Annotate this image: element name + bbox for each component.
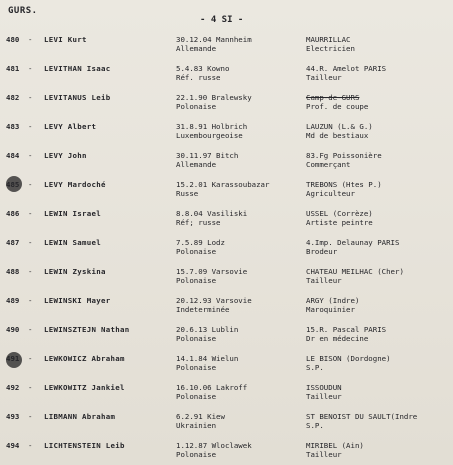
entry-number: 480 <box>6 35 20 44</box>
entry-birth: 7.5.89 Lodz <box>176 238 225 247</box>
page-number: - 4 SI - <box>200 15 244 25</box>
entry-address: MAURRILLAC <box>306 35 351 44</box>
entry-nationality: Polonaise <box>176 247 217 256</box>
entry-profession: Md de bestiaux <box>306 131 369 140</box>
entry-nationality: Polonaise <box>176 363 217 372</box>
entry-nationality: Ukrainien <box>176 421 217 430</box>
entry-nationality: Luxembourgeoise <box>176 131 243 140</box>
entry-address: ARGY (Indre) <box>306 296 360 305</box>
entry-number: 491 <box>6 354 20 363</box>
entry-birth: 30.11.97 Bitch <box>176 151 239 160</box>
entry-number: 489 <box>6 296 20 305</box>
entry-profession: Tailleur <box>306 450 342 459</box>
entry-birth: 15.7.09 Varsovie <box>176 267 248 276</box>
entry-nationality: Indeterminée <box>176 305 230 314</box>
entry-dash: - <box>28 238 33 247</box>
entry-address: CHATEAU MEILHAC (Cher) <box>306 267 404 276</box>
entry-name: LIBMANN Abraham <box>44 412 116 421</box>
entry-profession: Tailleur <box>306 392 342 401</box>
entry-address: LAUZUN (L.& G.) <box>306 122 373 131</box>
entry-nationality: Réf; russe <box>176 218 221 227</box>
entry-dash: - <box>28 64 33 73</box>
entry-nationality: Polonaise <box>176 392 217 401</box>
entry-dash: - <box>28 209 33 218</box>
entry-nationality: Allemande <box>176 160 217 169</box>
entry-number: 492 <box>6 383 20 392</box>
entry-name: LEVY John <box>44 151 87 160</box>
entry-dash: - <box>28 93 33 102</box>
entry-address: 4.Imp. Delaunay PARIS <box>306 238 400 247</box>
entry-name: LEVY Mardoché <box>44 180 106 189</box>
entry-address: 44.R. Amelot PARIS <box>306 64 387 73</box>
entry-dash: - <box>28 296 33 305</box>
entry-address: TREBONS (Htes P.) <box>306 180 382 189</box>
entry-dash: - <box>28 151 33 160</box>
entry-profession: Tailleur <box>306 73 342 82</box>
entry-dash: - <box>28 267 33 276</box>
entry-dash: - <box>28 441 33 450</box>
entry-dash: - <box>28 412 33 421</box>
entry-name: LEWINSKI Mayer <box>44 296 111 305</box>
entry-profession: S.P. <box>306 421 324 430</box>
entry-birth: 31.8.91 Holbrich <box>176 122 248 131</box>
entry-name: LEWINSZTEJN Nathan <box>44 325 130 334</box>
entry-number: 484 <box>6 151 20 160</box>
entry-address: 15.R. Pascal PARIS <box>306 325 387 334</box>
entry-name: LEVITANUS Leib <box>44 93 111 102</box>
entry-name: LEVITHAN Isaac <box>44 64 111 73</box>
entry-birth: 20.12.93 Varsovie <box>176 296 252 305</box>
entry-number: 481 <box>6 64 20 73</box>
entry-name: LEVY Albert <box>44 122 97 131</box>
entry-dash: - <box>28 180 33 189</box>
entry-address: ST BENOIST DU SAULT(Indre <box>306 412 418 421</box>
entry-nationality: Polonaise <box>176 334 217 343</box>
entry-birth: 5.4.83 Kowno <box>176 64 230 73</box>
entry-address: Camp-de-GURS <box>306 93 360 102</box>
entry-profession: Artiste peintre <box>306 218 373 227</box>
entry-number: 486 <box>6 209 20 218</box>
entry-number: 494 <box>6 441 20 450</box>
entry-address: MIRIBEL (Ain) <box>306 441 364 450</box>
entry-nationality: Polonaise <box>176 102 217 111</box>
entry-nationality: Allemande <box>176 44 217 53</box>
entry-birth: 20.6.13 Lublin <box>176 325 239 334</box>
entry-profession: Prof. de coupe <box>306 102 369 111</box>
entry-dash: - <box>28 35 33 44</box>
entry-address: USSEL (Corrèze) <box>306 209 373 218</box>
entry-birth: 8.8.04 Vasiliski <box>176 209 248 218</box>
entry-profession: Maroquinier <box>306 305 355 314</box>
entry-birth: 22.1.90 Bralewsky <box>176 93 252 102</box>
entry-profession: Agriculteur <box>306 189 355 198</box>
entry-nationality: Russe <box>176 189 199 198</box>
entry-profession: Dr en médecine <box>306 334 369 343</box>
entry-number: 482 <box>6 93 20 102</box>
entry-name: LEWIN Zyskina <box>44 267 106 276</box>
entry-nationality: Polonaise <box>176 276 217 285</box>
entry-birth: 15.2.01 Karassoubazar <box>176 180 270 189</box>
entry-birth: 16.10.06 Lakroff <box>176 383 248 392</box>
entry-name: LEWKOWICZ Abraham <box>44 354 125 363</box>
entry-address: ISSOUDUN <box>306 383 342 392</box>
entry-address: LE BISON (Dordogne) <box>306 354 391 363</box>
entry-dash: - <box>28 325 33 334</box>
entry-number: 485 <box>6 180 20 189</box>
entry-name: LEWIN Israel <box>44 209 101 218</box>
entry-birth: 30.12.04 Mannheim <box>176 35 252 44</box>
entry-dash: - <box>28 122 33 131</box>
entry-name: LEWIN Samuel <box>44 238 101 247</box>
entry-birth: 6.2.91 Kiew <box>176 412 225 421</box>
entry-profession: Commerçant <box>306 160 351 169</box>
entry-number: 493 <box>6 412 20 421</box>
entry-birth: 14.1.84 Wielun <box>176 354 239 363</box>
entry-address: 83.Fg Poissonière <box>306 151 382 160</box>
entry-number: 487 <box>6 238 20 247</box>
entry-dash: - <box>28 383 33 392</box>
entry-profession: Brodeur <box>306 247 338 256</box>
entry-number: 488 <box>6 267 20 276</box>
entry-profession: Tailleur <box>306 276 342 285</box>
entry-profession: Electricien <box>306 44 355 53</box>
entry-name: LEVI Kurt <box>44 35 87 44</box>
entry-nationality: Réf. russe <box>176 73 221 82</box>
entry-name: LEWKOWITZ Jankiel <box>44 383 125 392</box>
entry-dash: - <box>28 354 33 363</box>
entry-number: 490 <box>6 325 20 334</box>
entry-profession: S.P. <box>306 363 324 372</box>
entry-number: 483 <box>6 122 20 131</box>
entry-name: LICHTENSTEIN Leib <box>44 441 125 450</box>
entry-birth: 1.12.87 Wloclawek <box>176 441 252 450</box>
camp-header: GURS. <box>8 6 38 16</box>
entry-nationality: Polonaise <box>176 450 217 459</box>
